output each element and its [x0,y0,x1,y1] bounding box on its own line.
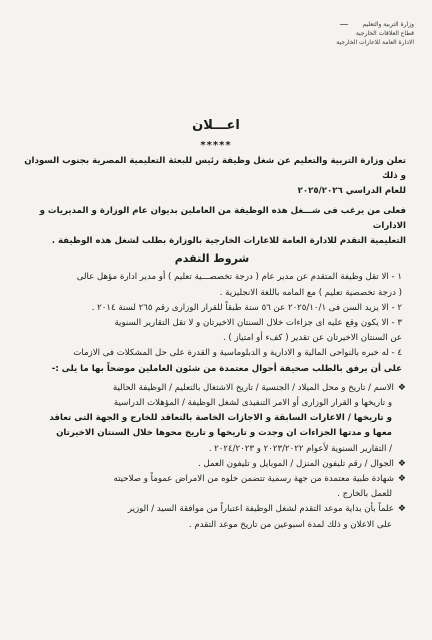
conditions-title: شروط التقدم [174,252,250,266]
condition-line: ١ - الا تقل وظيفة المتقدم عن مدير عام ( درجة تخصصـــية تعليم ) أو مدير ادارة مؤهل عالى [76,272,402,283]
requirement-line: الجوال / رقم تليفون المنزل / الموبايل و تليفون العمل . [197,458,394,469]
condition-line: ٣ - الا يكون وقع عليه اى جزاءات خلال السنتان الاخيرتان و لا تقل التقارير السنوية [114,318,402,329]
announcement-title: اعـــلان [192,118,240,133]
intro-line: تعلن وزارة التربية والتعليم عن شغل وظيفة رئيس للبعثة التعليمية المصرية بجنوب السودان و ذلك [24,156,406,182]
announcement-body [18,154,406,533]
requirement-line: على الاعلان و ذلك لمدة اسبوعين من تاريخ موعد التقدم . [188,519,392,530]
letterhead-line: وزارة التربية والتعليم [362,21,414,28]
invite-line: التعليمية التقدم للادارة العامة للاعارات الخارجية بالوزارة بطلب لشغل هذه الوظيفة . [51,236,406,247]
letterhead-line: قطاع العلاقات الخارجية [355,30,414,37]
requirement-line: الاسم / تاريخ و محل الميلاد / الجنسية / تاريخ الاشتغال بالتعليم / الوظيفة الحالية [112,382,394,393]
requirement-line: / التقارير السنوية لأعوام ٢٠٢٣/٢٠٢٢ و ٢٠٢٤/٢٠٢٣ . [208,443,392,454]
condition-line: ٤ - له خبره بالنواحى المالية و الادارية و الدبلوماسية و القدرة على حل المشكلات فى الازمات [73,348,402,359]
diamond-bullet-icon: ❖ [397,382,406,393]
condition-line: عن السنتان الاخيرتان عن تقدير ( كفء أو امتياز ) . [222,333,402,344]
condition-line: ( درجة تخصصية تعليم ) مع المامه باللغة الانجليزية . [219,287,402,298]
invite-line: فعلى من يرغب فى شـــغل هذه الوظيفة من العاملين بديوان عام الوزارة و المديريات و الادارات [39,205,406,231]
requirement-item [18,457,406,472]
condition-line: ٢ - الا يزيد السن فى ٢٠٢٥/١٠/١ عن ٥٦ سنة طبقاً للقرار الوزارى رقم ٢٦٥ لسنة ٢٠١٤ . [91,302,402,313]
requirement-line: للعمل بالخارج . [337,489,392,500]
letterhead-line: الادارة العامة للاعارات الخارجية [336,39,414,46]
requirement-line: شهادة طبية معتمدة من جهة رسمية تتضمن خلوه من الامراض عموماً و صلاحيته [113,474,394,485]
requirement-line: و تاريخها و القرار الوزارى أو الامر التنفيذى لشغل الوظيفة / المؤهلات الدراسية [113,398,392,409]
requirement-item [18,381,406,396]
diamond-bullet-icon: ❖ [397,474,406,485]
requirement-item [18,472,406,487]
stamp-mark: ـــ [340,18,348,28]
requirement-line: و تاريخها / الاعارات السابقة و الاجازات الخاصة بالتعاقد للخارج و الجهة التى تعاقد [49,413,392,424]
requirement-line: معها و مدتها الجزاءات ان وجدت و تاريخها و تاريخ محوها خلال السنتان الاخيرتان [56,428,392,439]
condition-line: على أن يرفق بالطلب صحيفة أحوال معتمدة من شئون العاملين موضحاً بها ما يلى :- [51,363,402,374]
title-stars: ***** [200,140,232,151]
diamond-bullet-icon: ❖ [397,504,406,515]
diamond-bullet-icon: ❖ [397,458,406,469]
requirement-line: علماً بأن بداية موعد التقدم لشغل الوظيفة اعتباراً من موافقة السيد / الوزير [127,504,394,515]
intro-line: للعام الدراسي ٢٠٢٥/٢٠٢٦ [297,186,406,197]
requirement-item [18,502,406,517]
